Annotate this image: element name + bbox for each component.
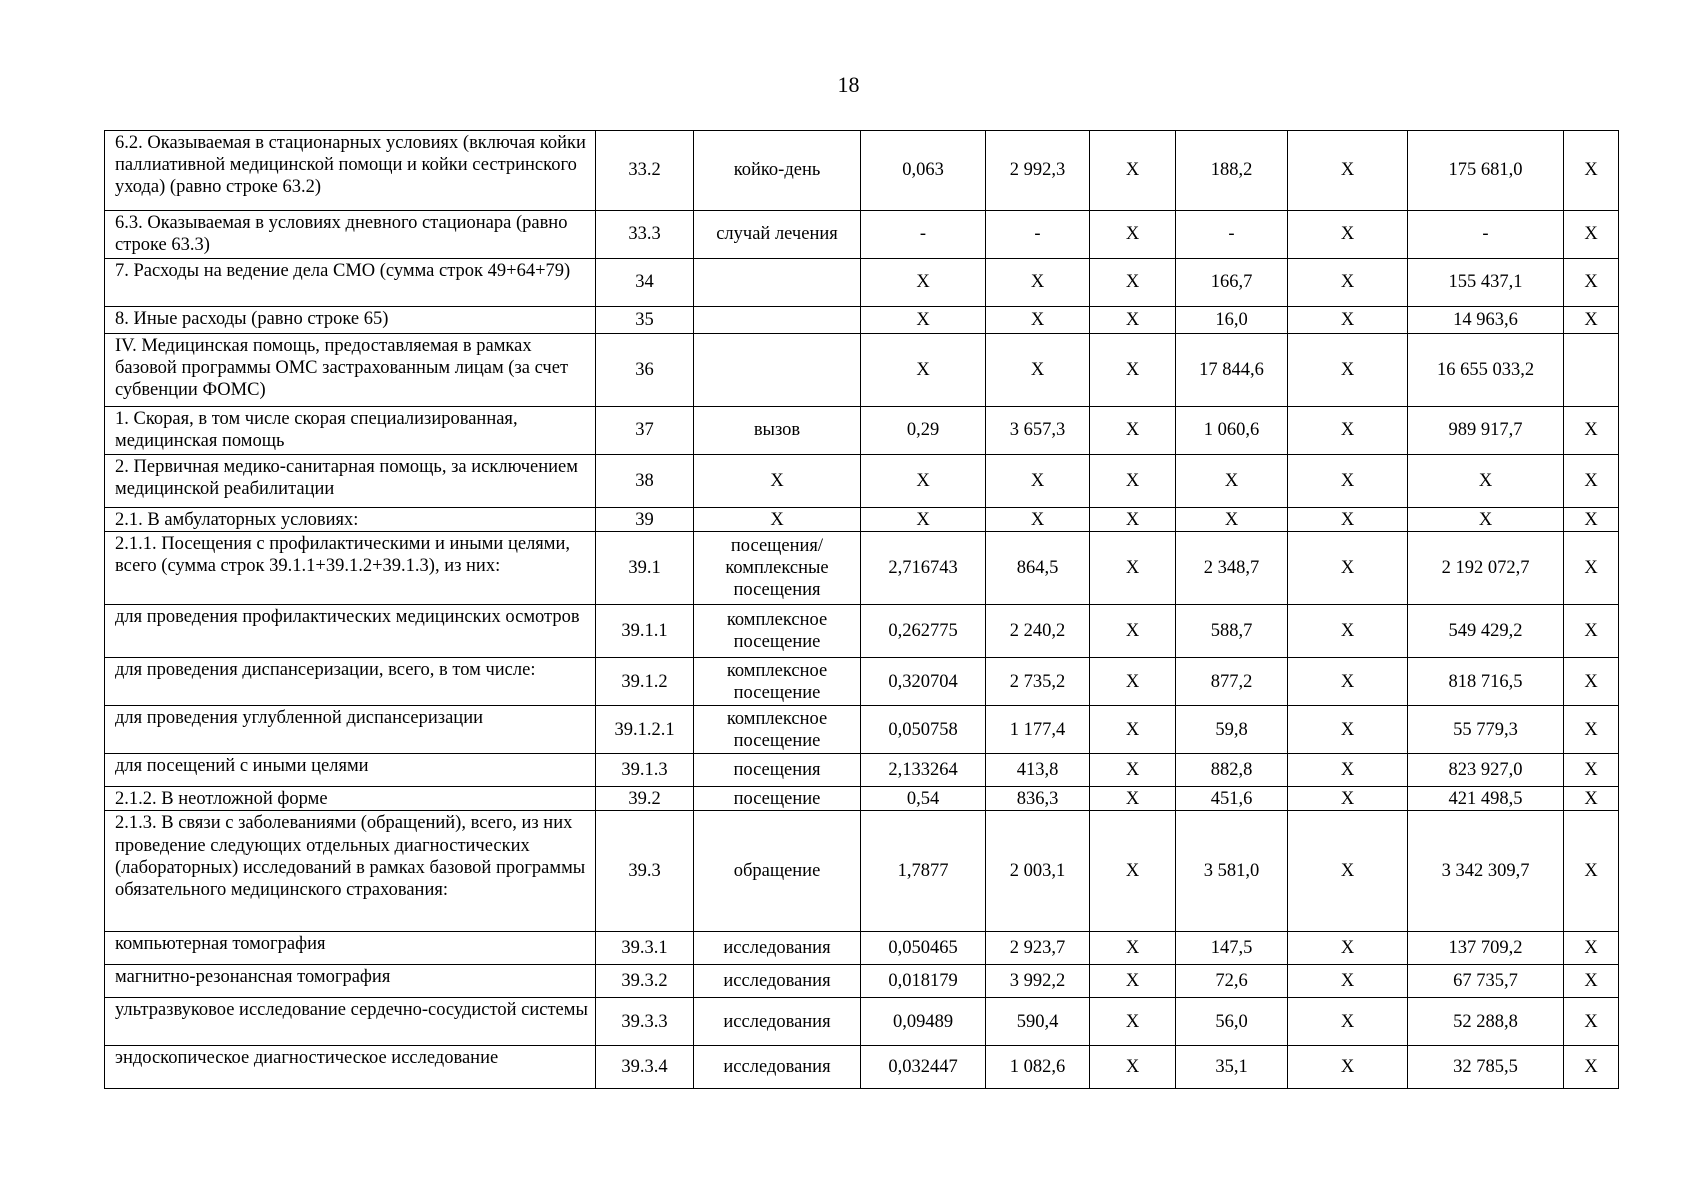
row-code-cell: 35 bbox=[596, 307, 694, 334]
row-name-cell: для проведения углубленной диспансеризации bbox=[105, 706, 596, 754]
cost-norm-cell: 590,4 bbox=[986, 998, 1090, 1046]
volume-norm-cell: 0,29 bbox=[861, 407, 986, 455]
x-cell-3: X bbox=[1564, 532, 1619, 605]
total-cost-cell: 175 681,0 bbox=[1408, 131, 1564, 211]
x-cell-3: X bbox=[1564, 811, 1619, 932]
cost-norm-cell: 2 923,7 bbox=[986, 932, 1090, 965]
x-cell-3: X bbox=[1564, 932, 1619, 965]
per-capita-cell: X bbox=[1176, 508, 1288, 532]
unit-cell bbox=[694, 334, 861, 407]
total-cost-cell: 421 498,5 bbox=[1408, 787, 1564, 811]
table-row bbox=[105, 455, 1619, 508]
table-row bbox=[105, 532, 1619, 605]
total-cost-cell: 818 716,5 bbox=[1408, 658, 1564, 706]
total-cost-cell: X bbox=[1408, 508, 1564, 532]
cost-norm-cell: 3 657,3 bbox=[986, 407, 1090, 455]
volume-norm-cell: X bbox=[861, 307, 986, 334]
row-code-cell: 39.3.1 bbox=[596, 932, 694, 965]
cost-norm-cell: X bbox=[986, 307, 1090, 334]
table-row bbox=[105, 811, 1619, 932]
row-name-cell: 2. Первичная медико-санитарная помощь, за исключением медицинской реабилитации bbox=[105, 455, 596, 508]
cost-norm-cell: X bbox=[986, 455, 1090, 508]
volume-norm-cell: 0,032447 bbox=[861, 1046, 986, 1089]
x-cell-2: X bbox=[1288, 998, 1408, 1046]
per-capita-cell: 147,5 bbox=[1176, 932, 1288, 965]
row-code-cell: 33.2 bbox=[596, 131, 694, 211]
x-cell-2: X bbox=[1288, 455, 1408, 508]
row-name-cell: 8. Иные расходы (равно строке 65) bbox=[105, 307, 596, 334]
x-cell-2: X bbox=[1288, 932, 1408, 965]
row-code-cell: 39.3.4 bbox=[596, 1046, 694, 1089]
unit-cell: X bbox=[694, 508, 861, 532]
x-cell-2: X bbox=[1288, 754, 1408, 787]
row-name-cell: 7. Расходы на ведение дела СМО (сумма строк 49+64+79) bbox=[105, 259, 596, 307]
x-cell-2: X bbox=[1288, 211, 1408, 259]
x-cell-3: X bbox=[1564, 787, 1619, 811]
total-cost-cell: 155 437,1 bbox=[1408, 259, 1564, 307]
volume-norm-cell: - bbox=[861, 211, 986, 259]
unit-cell: X bbox=[694, 455, 861, 508]
x-cell-3: X bbox=[1564, 754, 1619, 787]
per-capita-cell: - bbox=[1176, 211, 1288, 259]
volume-norm-cell: X bbox=[861, 259, 986, 307]
total-cost-cell: 137 709,2 bbox=[1408, 932, 1564, 965]
row-code-cell: 37 bbox=[596, 407, 694, 455]
total-cost-cell: X bbox=[1408, 455, 1564, 508]
per-capita-cell: 59,8 bbox=[1176, 706, 1288, 754]
x-cell-3: X bbox=[1564, 211, 1619, 259]
table-row bbox=[105, 998, 1619, 1046]
row-code-cell: 39.1.2.1 bbox=[596, 706, 694, 754]
unit-cell: посещение bbox=[694, 787, 861, 811]
volume-norm-cell: 0,050758 bbox=[861, 706, 986, 754]
unit-cell: комплексное посещение bbox=[694, 605, 861, 658]
x-cell-1: X bbox=[1090, 508, 1176, 532]
row-name-cell: магнитно-резонансная томография bbox=[105, 965, 596, 998]
per-capita-cell: 877,2 bbox=[1176, 658, 1288, 706]
x-cell-2: X bbox=[1288, 532, 1408, 605]
unit-cell bbox=[694, 259, 861, 307]
table-row bbox=[105, 1046, 1619, 1089]
table-row bbox=[105, 754, 1619, 787]
table-row bbox=[105, 131, 1619, 211]
row-code-cell: 34 bbox=[596, 259, 694, 307]
x-cell-2: X bbox=[1288, 658, 1408, 706]
volume-norm-cell: 2,716743 bbox=[861, 532, 986, 605]
total-cost-cell: - bbox=[1408, 211, 1564, 259]
row-code-cell: 39.1.1 bbox=[596, 605, 694, 658]
volume-norm-cell: 0,063 bbox=[861, 131, 986, 211]
x-cell-3: X bbox=[1564, 508, 1619, 532]
x-cell-2: X bbox=[1288, 334, 1408, 407]
total-cost-cell: 32 785,5 bbox=[1408, 1046, 1564, 1089]
volume-norm-cell: 2,133264 bbox=[861, 754, 986, 787]
volume-norm-cell: 0,54 bbox=[861, 787, 986, 811]
x-cell-1: X bbox=[1090, 932, 1176, 965]
table-row bbox=[105, 787, 1619, 811]
page-number: 18 bbox=[837, 72, 860, 97]
x-cell-1: X bbox=[1090, 259, 1176, 307]
cost-norm-cell: 3 992,2 bbox=[986, 965, 1090, 998]
x-cell-3: X bbox=[1564, 307, 1619, 334]
row-code-cell: 36 bbox=[596, 334, 694, 407]
x-cell-1: X bbox=[1090, 965, 1176, 998]
x-cell-1: X bbox=[1090, 754, 1176, 787]
x-cell-2: X bbox=[1288, 259, 1408, 307]
x-cell-2: X bbox=[1288, 706, 1408, 754]
row-code-cell: 39 bbox=[596, 508, 694, 532]
unit-cell: исследования bbox=[694, 932, 861, 965]
x-cell-3: X bbox=[1564, 965, 1619, 998]
x-cell-1: X bbox=[1090, 211, 1176, 259]
cost-norm-cell: X bbox=[986, 334, 1090, 407]
total-cost-cell: 823 927,0 bbox=[1408, 754, 1564, 787]
row-name-cell: ультразвуковое исследование сердечно-сосудистой системы bbox=[105, 998, 596, 1046]
cost-norm-cell: 2 992,3 bbox=[986, 131, 1090, 211]
per-capita-cell: 166,7 bbox=[1176, 259, 1288, 307]
x-cell-1: X bbox=[1090, 455, 1176, 508]
table-row bbox=[105, 508, 1619, 532]
unit-cell: случай лечения bbox=[694, 211, 861, 259]
table-row bbox=[105, 259, 1619, 307]
row-name-cell: 2.1. В амбулаторных условиях: bbox=[105, 508, 596, 532]
table-row bbox=[105, 605, 1619, 658]
per-capita-cell: 3 581,0 bbox=[1176, 811, 1288, 932]
row-code-cell: 39.1.2 bbox=[596, 658, 694, 706]
total-cost-cell: 55 779,3 bbox=[1408, 706, 1564, 754]
unit-cell: исследования bbox=[694, 965, 861, 998]
row-name-cell: для проведения диспансеризации, всего, в том числе: bbox=[105, 658, 596, 706]
per-capita-cell: X bbox=[1176, 455, 1288, 508]
volume-norm-cell: 0,320704 bbox=[861, 658, 986, 706]
volume-norm-cell: 0,09489 bbox=[861, 998, 986, 1046]
x-cell-3 bbox=[1564, 334, 1619, 407]
cost-norm-cell: 2 003,1 bbox=[986, 811, 1090, 932]
per-capita-cell: 72,6 bbox=[1176, 965, 1288, 998]
row-name-cell: для посещений с иными целями bbox=[105, 754, 596, 787]
cost-norm-cell: - bbox=[986, 211, 1090, 259]
row-name-cell: 1. Скорая, в том числе скорая специализированная, медицинская помощь bbox=[105, 407, 596, 455]
x-cell-2: X bbox=[1288, 1046, 1408, 1089]
x-cell-3: X bbox=[1564, 1046, 1619, 1089]
row-name-cell: для проведения профилактических медицинских осмотров bbox=[105, 605, 596, 658]
x-cell-1: X bbox=[1090, 131, 1176, 211]
x-cell-1: X bbox=[1090, 998, 1176, 1046]
cost-norm-cell: 836,3 bbox=[986, 787, 1090, 811]
x-cell-1: X bbox=[1090, 532, 1176, 605]
table-row bbox=[105, 307, 1619, 334]
x-cell-2: X bbox=[1288, 307, 1408, 334]
unit-cell: обращение bbox=[694, 811, 861, 932]
x-cell-2: X bbox=[1288, 131, 1408, 211]
cost-norm-cell: 1 082,6 bbox=[986, 1046, 1090, 1089]
x-cell-1: X bbox=[1090, 605, 1176, 658]
volume-norm-cell: 0,050465 bbox=[861, 932, 986, 965]
row-name-cell: 2.1.3. В связи с заболеваниями (обращений), всего, из них проведение следующих отдельных диагностических (лабораторных) исследований в рамках базовой программы обязательного медицинского страхования: bbox=[105, 811, 596, 932]
total-cost-cell: 549 429,2 bbox=[1408, 605, 1564, 658]
cost-norm-cell: 864,5 bbox=[986, 532, 1090, 605]
volume-norm-cell: 0,018179 bbox=[861, 965, 986, 998]
per-capita-cell: 882,8 bbox=[1176, 754, 1288, 787]
row-name-cell: компьютерная томография bbox=[105, 932, 596, 965]
x-cell-2: X bbox=[1288, 787, 1408, 811]
row-code-cell: 38 bbox=[596, 455, 694, 508]
x-cell-2: X bbox=[1288, 407, 1408, 455]
x-cell-3: X bbox=[1564, 259, 1619, 307]
table-row bbox=[105, 211, 1619, 259]
x-cell-3: X bbox=[1564, 658, 1619, 706]
unit-cell: исследования bbox=[694, 1046, 861, 1089]
program-cost-table bbox=[104, 130, 1619, 1089]
row-name-cell: 6.2. Оказываемая в стационарных условиях (включая койки паллиативной медицинской помощи и койки сестринского ухода) (равно строке 63.2) bbox=[105, 131, 596, 211]
x-cell-1: X bbox=[1090, 1046, 1176, 1089]
row-code-cell: 39.1.3 bbox=[596, 754, 694, 787]
x-cell-2: X bbox=[1288, 811, 1408, 932]
volume-norm-cell: 0,262775 bbox=[861, 605, 986, 658]
unit-cell: вызов bbox=[694, 407, 861, 455]
table-row bbox=[105, 407, 1619, 455]
per-capita-cell: 451,6 bbox=[1176, 787, 1288, 811]
x-cell-1: X bbox=[1090, 658, 1176, 706]
row-code-cell: 39.3 bbox=[596, 811, 694, 932]
per-capita-cell: 56,0 bbox=[1176, 998, 1288, 1046]
unit-cell: исследования bbox=[694, 998, 861, 1046]
x-cell-1: X bbox=[1090, 307, 1176, 334]
per-capita-cell: 588,7 bbox=[1176, 605, 1288, 658]
x-cell-1: X bbox=[1090, 787, 1176, 811]
per-capita-cell: 2 348,7 bbox=[1176, 532, 1288, 605]
unit-cell: посещения bbox=[694, 754, 861, 787]
total-cost-cell: 67 735,7 bbox=[1408, 965, 1564, 998]
unit-cell bbox=[694, 307, 861, 334]
x-cell-1: X bbox=[1090, 811, 1176, 932]
x-cell-3: X bbox=[1564, 706, 1619, 754]
total-cost-cell: 989 917,7 bbox=[1408, 407, 1564, 455]
unit-cell: посещения/ комплексные посещения bbox=[694, 532, 861, 605]
volume-norm-cell: X bbox=[861, 508, 986, 532]
table-row bbox=[105, 658, 1619, 706]
row-code-cell: 39.1 bbox=[596, 532, 694, 605]
volume-norm-cell: X bbox=[861, 455, 986, 508]
per-capita-cell: 188,2 bbox=[1176, 131, 1288, 211]
total-cost-cell: 2 192 072,7 bbox=[1408, 532, 1564, 605]
cost-norm-cell: 2 735,2 bbox=[986, 658, 1090, 706]
cost-norm-cell: X bbox=[986, 508, 1090, 532]
row-name-cell: 6.3. Оказываемая в условиях дневного стационара (равно строке 63.3) bbox=[105, 211, 596, 259]
table-row bbox=[105, 334, 1619, 407]
per-capita-cell: 17 844,6 bbox=[1176, 334, 1288, 407]
row-code-cell: 39.2 bbox=[596, 787, 694, 811]
row-name-cell: эндоскопическое диагностическое исследование bbox=[105, 1046, 596, 1089]
cost-norm-cell: 1 177,4 bbox=[986, 706, 1090, 754]
x-cell-3: X bbox=[1564, 998, 1619, 1046]
table-row bbox=[105, 932, 1619, 965]
x-cell-3: X bbox=[1564, 455, 1619, 508]
row-name-cell: 2.1.2. В неотложной форме bbox=[105, 787, 596, 811]
row-name-cell: IV. Медицинская помощь, предоставляемая в рамках базовой программы ОМС застрахованным лицам (за счет субвенции ФОМС) bbox=[105, 334, 596, 407]
x-cell-2: X bbox=[1288, 605, 1408, 658]
table-row bbox=[105, 965, 1619, 998]
unit-cell: комплексное посещение bbox=[694, 658, 861, 706]
x-cell-1: X bbox=[1090, 407, 1176, 455]
per-capita-cell: 1 060,6 bbox=[1176, 407, 1288, 455]
row-name-cell: 2.1.1. Посещения с профилактическими и иными целями, всего (сумма строк 39.1.1+39.1.2+39.1.3), из них: bbox=[105, 532, 596, 605]
per-capita-cell: 16,0 bbox=[1176, 307, 1288, 334]
x-cell-1: X bbox=[1090, 706, 1176, 754]
cost-norm-cell: X bbox=[986, 259, 1090, 307]
row-code-cell: 33.3 bbox=[596, 211, 694, 259]
total-cost-cell: 16 655 033,2 bbox=[1408, 334, 1564, 407]
x-cell-2: X bbox=[1288, 965, 1408, 998]
x-cell-3: X bbox=[1564, 605, 1619, 658]
cost-norm-cell: 2 240,2 bbox=[986, 605, 1090, 658]
per-capita-cell: 35,1 bbox=[1176, 1046, 1288, 1089]
volume-norm-cell: X bbox=[861, 334, 986, 407]
total-cost-cell: 52 288,8 bbox=[1408, 998, 1564, 1046]
unit-cell: комплексное посещение bbox=[694, 706, 861, 754]
unit-cell: койко-день bbox=[694, 131, 861, 211]
row-code-cell: 39.3.3 bbox=[596, 998, 694, 1046]
x-cell-3: X bbox=[1564, 407, 1619, 455]
x-cell-1: X bbox=[1090, 334, 1176, 407]
table-body bbox=[105, 131, 1619, 1089]
row-code-cell: 39.3.2 bbox=[596, 965, 694, 998]
table-row bbox=[105, 706, 1619, 754]
x-cell-2: X bbox=[1288, 508, 1408, 532]
total-cost-cell: 3 342 309,7 bbox=[1408, 811, 1564, 932]
x-cell-3: X bbox=[1564, 131, 1619, 211]
total-cost-cell: 14 963,6 bbox=[1408, 307, 1564, 334]
cost-norm-cell: 413,8 bbox=[986, 754, 1090, 787]
volume-norm-cell: 1,7877 bbox=[861, 811, 986, 932]
